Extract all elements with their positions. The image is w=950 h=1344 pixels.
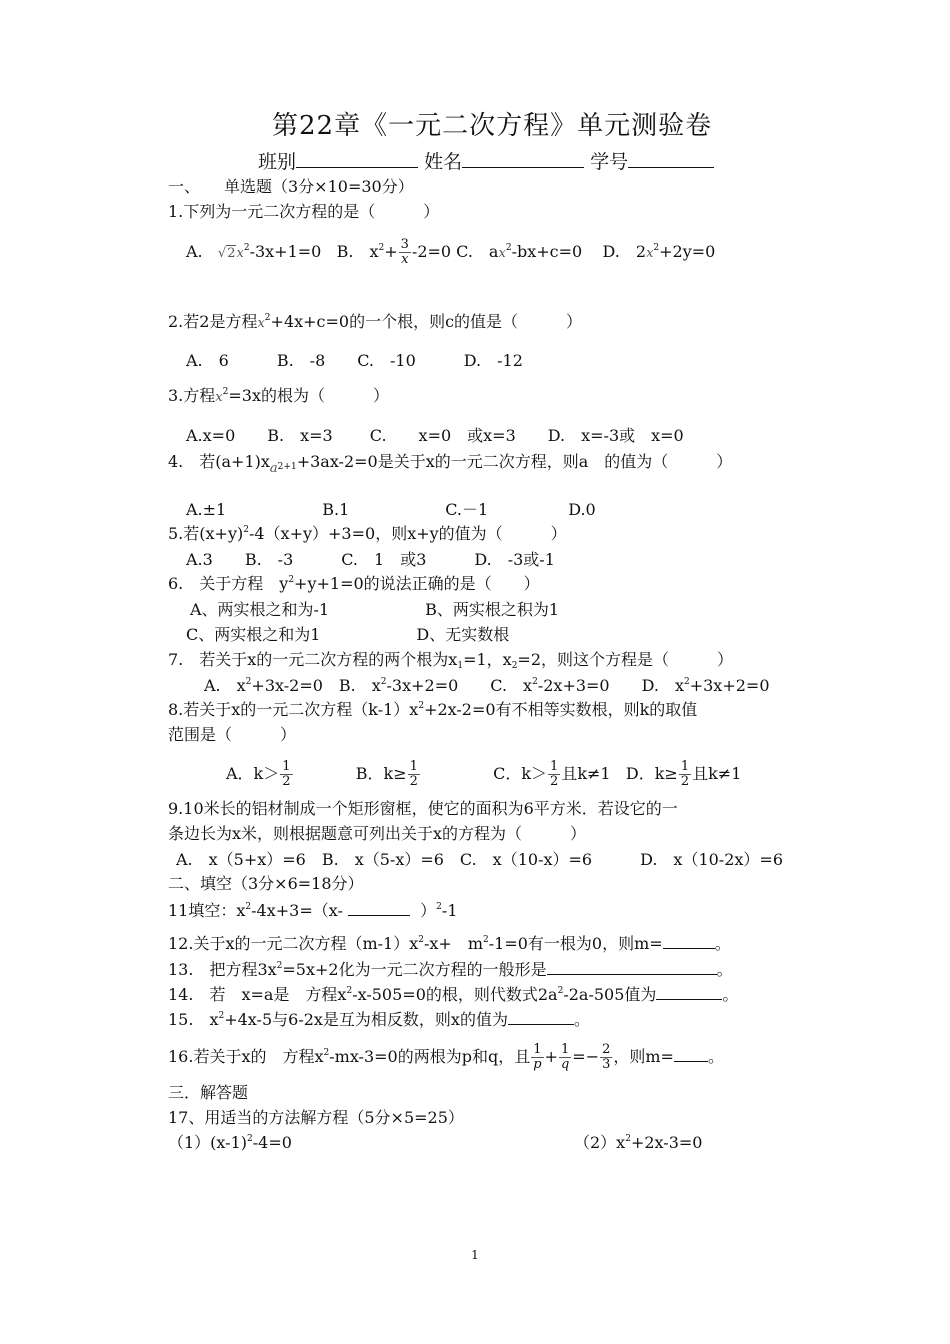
- student-info-line: [258, 150, 714, 174]
- question-1-options: A. $√2x^2-3x+1=0$ B. $x^2+$ $\frac{3}{x}$ -2=0 C. $ax^2-bx+c=0$ D. $2x^2+2y=0$: [186, 237, 716, 267]
- fraction-2-over-3: $\frac{2}{3}$: [602, 1042, 611, 1072]
- question-2-options: A. 6 B. -8 C. -10 D. -12: [186, 351, 523, 370]
- question-8-options: A．k＞ $\frac{1}{2}$ B．k≥ $\frac{1}{2}$ C．k＞ $\frac{1}{2}$ 且k≠1 D．k≥ $\frac{1}{2}$ 且k≠1: [226, 759, 742, 789]
- question-1-stem: 1.下列为一元二次方程的是（ ）: [168, 202, 440, 221]
- answer-blank[interactable]: [674, 1045, 708, 1062]
- question-3-stem: 3.方程$x^2=3x$的根为（ ）: [168, 386, 389, 405]
- answer-blank[interactable]: [348, 899, 410, 916]
- question-9-stem-line2: 条边长为x米，则根据题意可列出关于x的方程为（ ）: [168, 824, 587, 843]
- fraction-half: $\frac{1}{2}$: [282, 759, 291, 789]
- question-8-stem-line2: 范围是（ ）: [168, 725, 297, 744]
- question-7-options: A. $x^2+3x-2=0$ B. $x^2-3x+2=0$ C. $x^2-2x+3=0$ D. $x^2+3x+2=0$: [204, 676, 770, 695]
- student-id-label: 学号: [590, 151, 629, 173]
- question-5-options: A.3 B. -3 C. 1 或3 D. -3或-1: [186, 550, 555, 569]
- name-field[interactable]: [462, 151, 584, 168]
- answer-blank[interactable]: [547, 958, 717, 975]
- question-16: 16.若关于x的 方程$x^2-mx-3=0$的两根为p和q，且 $\frac{1}{p}$ + $\frac{1}{q}$ =− $\frac{2}{3}$ ，则m= 。: [168, 1042, 724, 1072]
- question-4-stem: 4. 若$(a+1)x_a^{2+1}+3ax-2=0$是关于x的一元二次方程，则a 的值为（ ）: [168, 452, 733, 476]
- fraction-3-over-x: $\frac{3}{x}$: [400, 237, 409, 267]
- answer-blank[interactable]: [663, 932, 715, 949]
- section-3-heading: 三．解答题: [168, 1083, 249, 1102]
- fraction-1-over-p: $\frac{1}{p}$: [533, 1042, 542, 1072]
- question-9-options: A. x（5+x）=6 B. x（5-x）=6 C. x（10-x）=6 D. x（10-2x）=6: [176, 850, 784, 869]
- question-5-stem: 5.若$(x+y)^2-4(x+y)+3=0$，则x+y的值为（ ）: [168, 524, 567, 543]
- question-6-options-ab: A、两实根之和为-1 B、两实根之积为1: [190, 600, 560, 619]
- question-17-part-1: $(1)(x-1)^2-4=0$: [168, 1133, 292, 1152]
- question-9-stem-line1: 9.10米长的铝材制成一个矩形窗框，使它的面积为6平方米．若设它的一: [168, 799, 678, 818]
- section-2-heading: 二、填空（3分×6=18分）: [168, 874, 364, 893]
- section-1-heading: 一、 单选题（3分×10=30分）: [168, 177, 414, 196]
- question-14: 14. 若 x=a是 方程$x^2-x-505=0$的根，则代数式$2a^2-2a-505$值为 。: [168, 985, 739, 1004]
- answer-blank[interactable]: [508, 1008, 574, 1025]
- class-field[interactable]: [296, 151, 418, 168]
- class-label: 班别: [258, 151, 297, 173]
- fraction-half: $\frac{1}{2}$: [680, 759, 690, 789]
- question-3-options: A.x=0 B. x=3 C. x=0 或x=3 D. x=-3或 x=0: [186, 426, 684, 445]
- fraction-1-over-q: $\frac{1}{q}$: [560, 1042, 570, 1072]
- question-13: 13. 把方程$3x^2=5x+2$化为一元二次方程的一般形是 。: [168, 960, 733, 979]
- page-number: 1: [471, 1248, 479, 1262]
- name-label: 姓名: [424, 151, 463, 173]
- question-17-part-2: $(2)x^2+2x-3=0$: [574, 1133, 703, 1152]
- question-6-stem: 6. 关于方程 $y^2+y+1=0$的说法正确的是（ ）: [168, 574, 540, 593]
- question-11: 11填空：$x^2-4x+3=(x-$ ）$^2$-1: [168, 901, 458, 920]
- question-17-stem: 17、用适当的方法解方程（5分×5=25）: [168, 1108, 464, 1127]
- page-title: 第22章《一元二次方程》单元测验卷: [272, 111, 713, 141]
- answer-blank[interactable]: [656, 983, 722, 1000]
- sqrt-symbol: √2: [217, 246, 236, 261]
- question-15: 15. $x^2+4x-5$与6-2x是互为相反数，则x的值为 。: [168, 1010, 590, 1029]
- question-4-options: A.±1 B.1 C.－1 D.0: [186, 500, 596, 519]
- question-7-stem: 7. 若关于x的一元二次方程的两个根为$x_1=1$，$x_2=2$，则这个方程是（ ）: [168, 650, 734, 671]
- question-12: 12.关于x的一元二次方程$(m-1)x^2-x+$ $m^2-1=0$有一根为0，则m= 。: [168, 934, 731, 953]
- question-8-stem-line1: 8.若关于x的一元二次方程$(k-1)x^2+2x-2=0$有不相等实数根，则k的取值: [168, 700, 698, 719]
- fraction-half: $\frac{1}{2}$: [409, 759, 418, 789]
- fraction-half: $\frac{1}{2}$: [550, 759, 559, 789]
- question-6-options-cd: C、两实根之和为1 D、无实数根: [186, 625, 510, 644]
- student-id-field[interactable]: [628, 151, 714, 168]
- question-2-stem: 2.若2是方程$x^2+4x+c=0$的一个根，则c的值是（ ）: [168, 312, 583, 331]
